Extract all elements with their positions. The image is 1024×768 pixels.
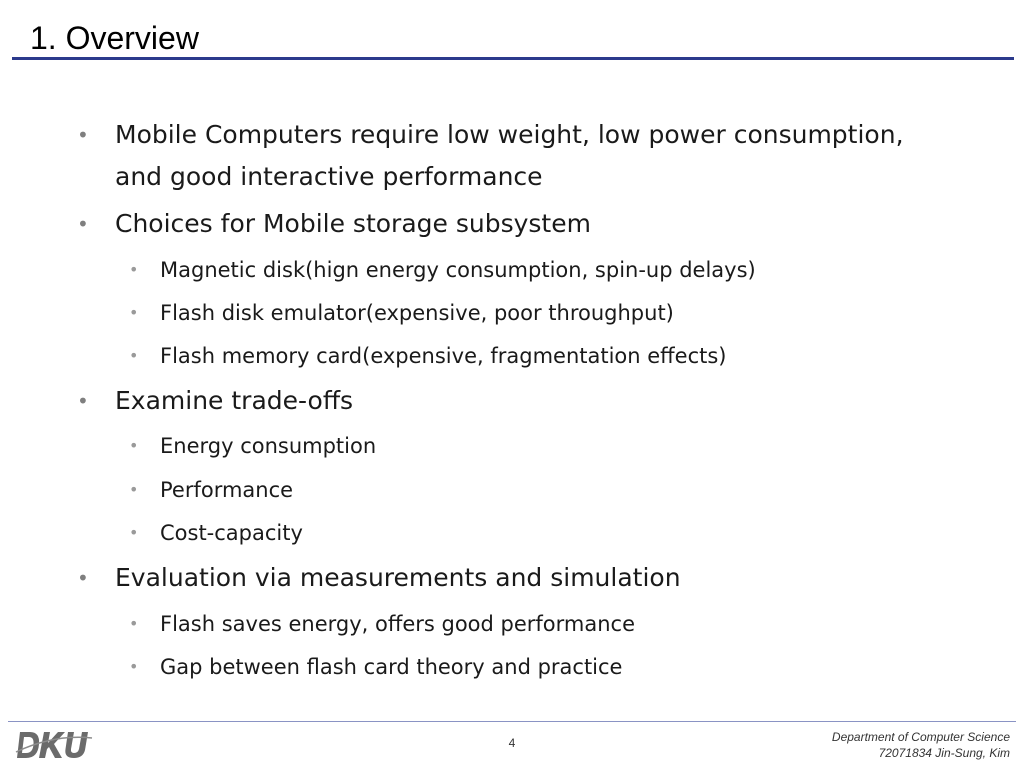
bullet-marker: • [129, 303, 139, 322]
bullet-marker: • [77, 389, 89, 413]
sub-bullet-flash-memory-card [129, 341, 727, 371]
sub-bullet-energy-consumption [129, 431, 377, 461]
bullet-line: Cost-capacity [160, 521, 303, 545]
bullet-line: Magnetic disk(hign energy consumption, spin-up delays) [160, 258, 756, 282]
bullet-line: Flash saves energy, offers good performance [160, 612, 636, 636]
title-underline [12, 57, 1014, 60]
bullet-marker: • [129, 260, 139, 279]
bullet-marker: • [77, 123, 89, 147]
bullet-line: Flash memory card(expensive, fragmentation effects) [160, 344, 727, 368]
sub-bullet-magnetic-disk [129, 255, 756, 285]
sub-bullet-performance [129, 475, 294, 505]
sub-bullet-flash-disk-emulator [129, 298, 674, 328]
bullet-item-evaluation [77, 557, 681, 599]
bullet-line: and good interactive performance [115, 162, 543, 191]
footer-credits [832, 729, 1010, 761]
bullet-item-storage-choices [77, 203, 591, 245]
bullet-line: Performance [160, 478, 294, 502]
slide-title: 1. Overview [30, 20, 199, 56]
bullet-line: Evaluation via measurements and simulation [115, 563, 681, 592]
footer-department: Department of Computer Science [831, 730, 1010, 744]
bullet-item-mobile-computers [77, 114, 904, 198]
university-logo [14, 726, 94, 764]
bullet-marker: • [77, 566, 89, 590]
bullet-line: Gap between flash card theory and practice [160, 655, 623, 679]
bullet-marker: • [129, 346, 139, 365]
bullet-marker: • [129, 523, 139, 542]
bullet-marker: • [129, 436, 139, 455]
bullet-line: Mobile Computers require low weight, low power consumption, [115, 120, 904, 149]
bullet-item-trade-offs [77, 380, 354, 422]
bullet-marker: • [129, 480, 139, 499]
footer-rule [8, 721, 1016, 722]
bullet-line: Examine trade-offs [115, 386, 354, 415]
bullet-line: Flash disk emulator(expensive, poor throughput) [160, 301, 674, 325]
sub-bullet-cost-capacity [129, 518, 303, 548]
footer-author: 72071834 Jin-Sung, Kim [878, 746, 1010, 760]
bullet-marker: • [129, 657, 139, 676]
bullet-line: Energy consumption [160, 434, 377, 458]
bullet-marker: • [129, 614, 139, 633]
page-number: 4 [508, 736, 516, 750]
bullet-line: Choices for Mobile storage subsystem [115, 209, 591, 238]
bullet-marker: • [77, 212, 89, 236]
sub-bullet-flash-saves-energy [129, 609, 636, 639]
sub-bullet-gap-theory-practice [129, 652, 623, 682]
